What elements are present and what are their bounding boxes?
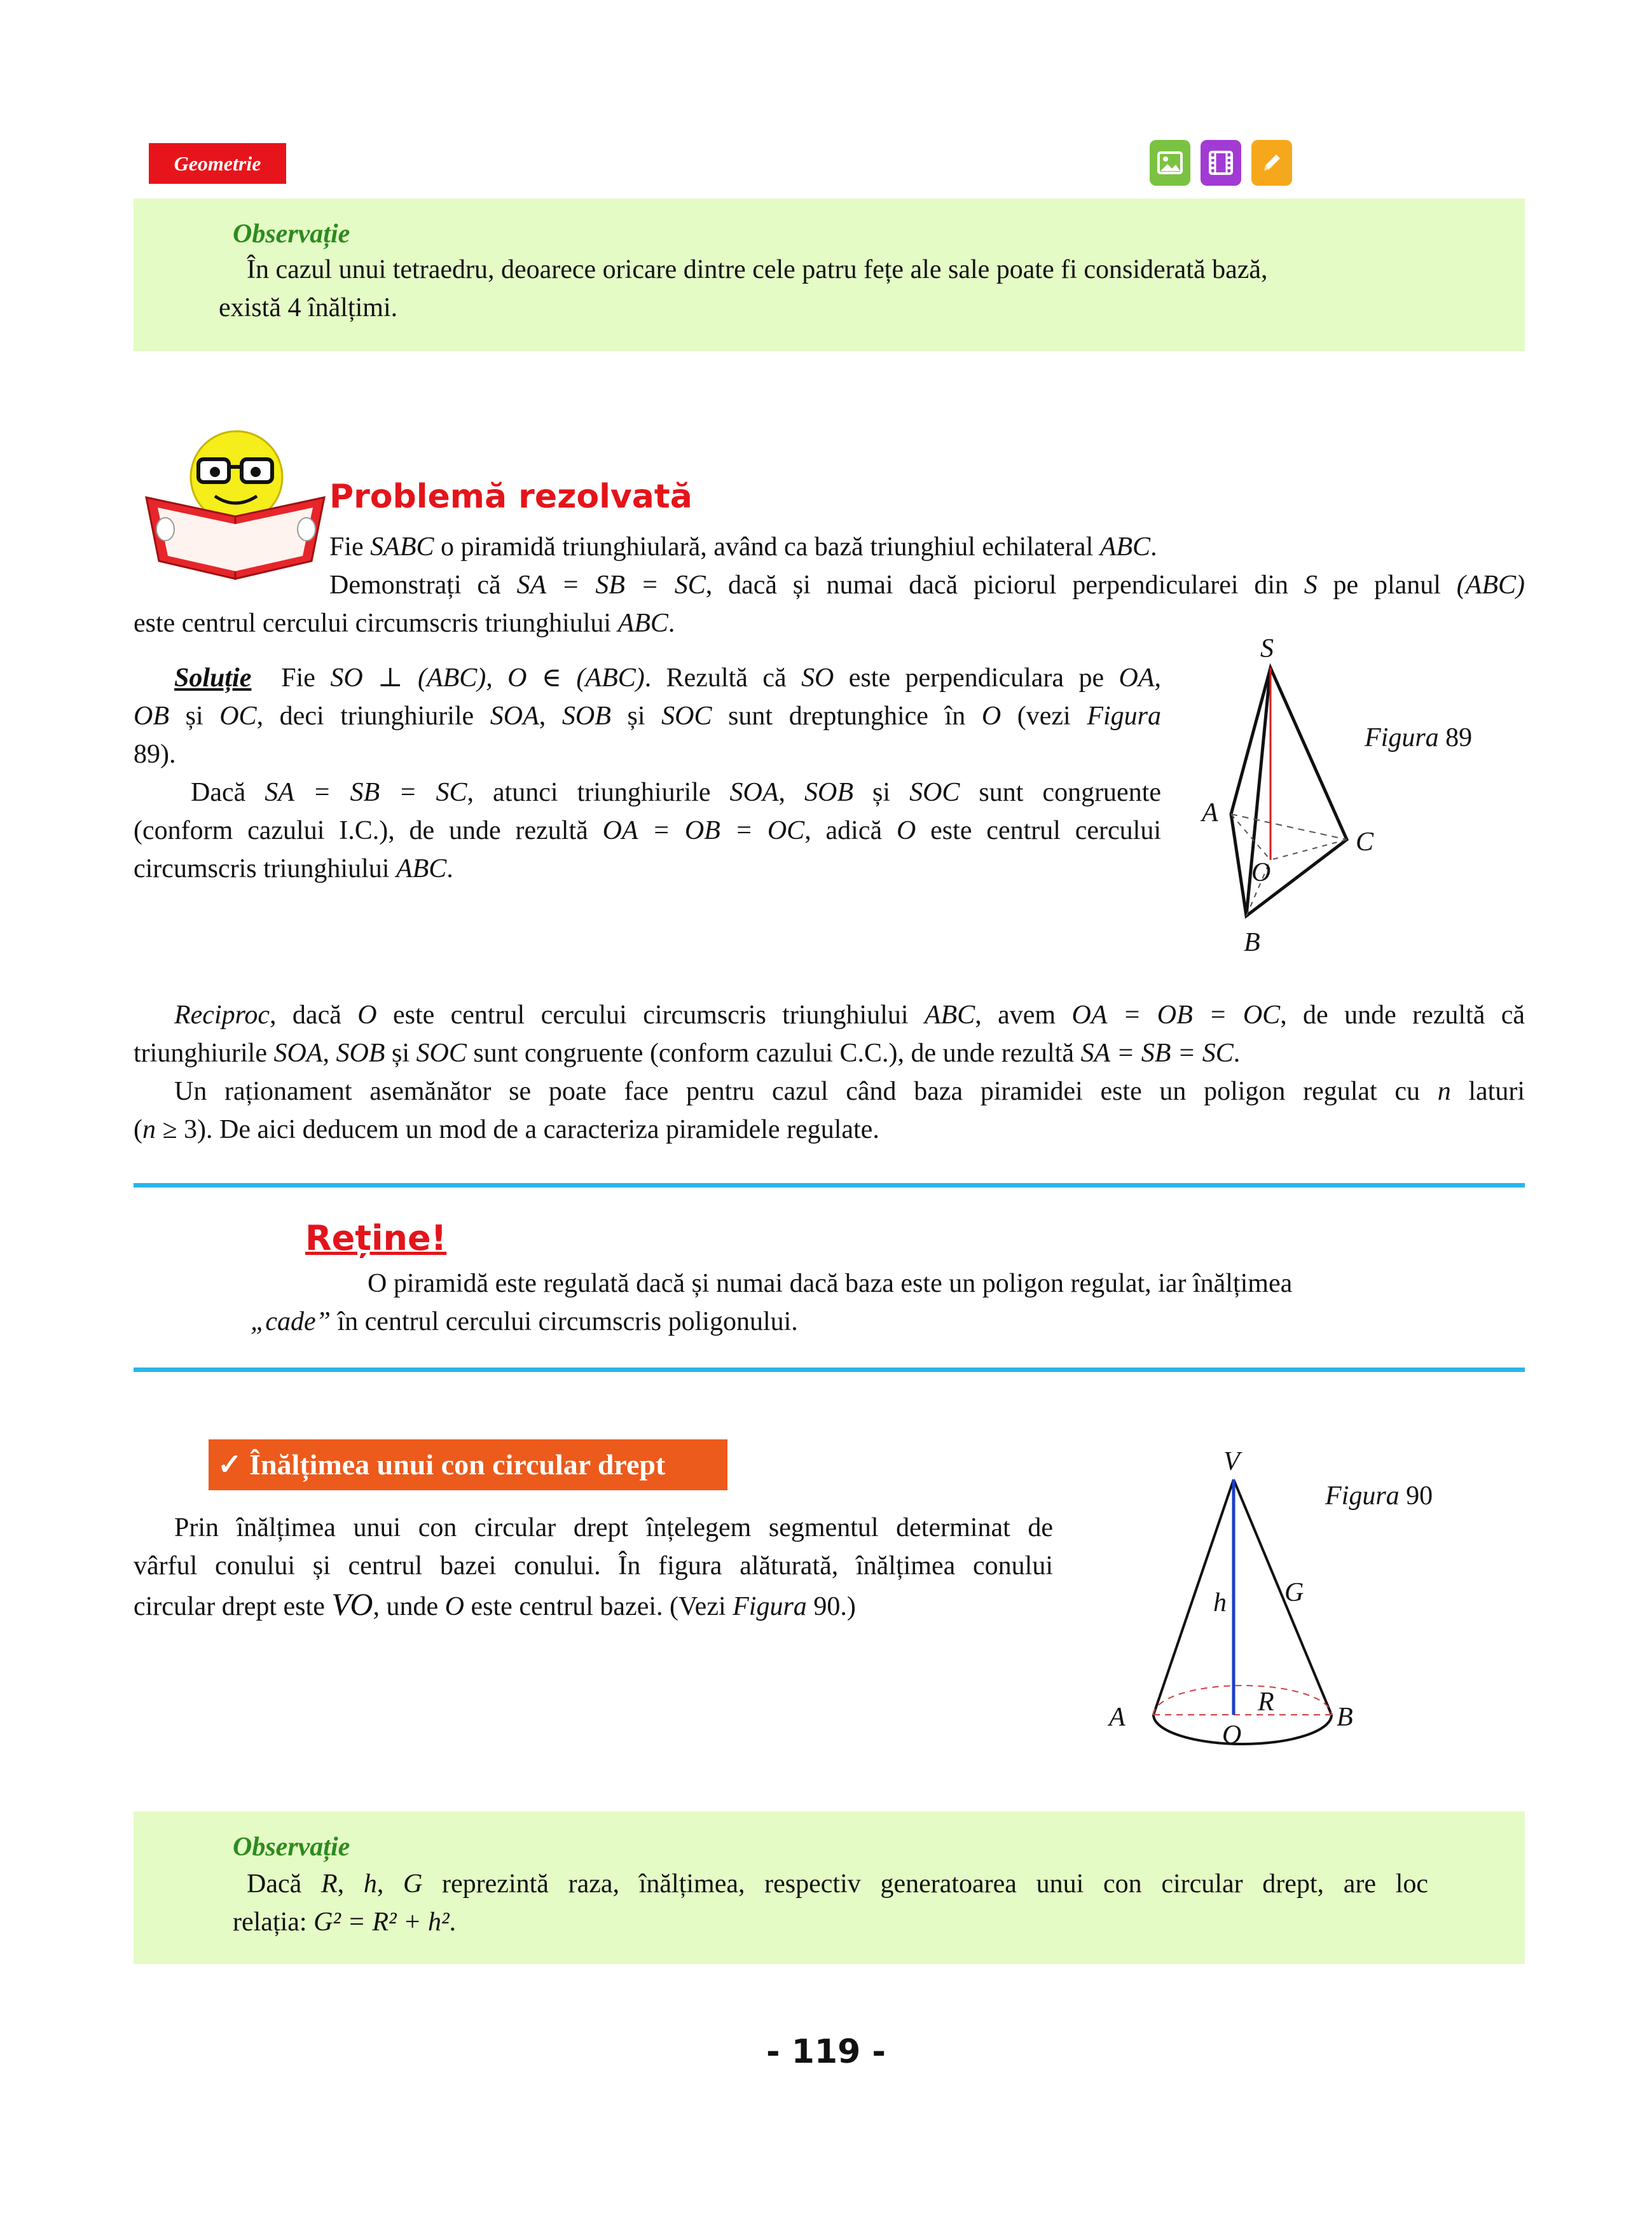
- cone-line: Prin înălțimea unui con circular drept înțelegem segmentul determinat de: [174, 1513, 1053, 1542]
- retine-line: „cade” în centrul cercului circumscris poligonului.: [251, 1307, 798, 1336]
- problem-line: este centrul cercului circumscris triunghiului ABC.: [134, 609, 675, 638]
- observation-line: În cazul unui tetraedru, deoarece oricare dintre cele patru fețe ale sale poate fi considerată bază,: [247, 255, 1268, 284]
- cone-line: vârful conului și centrul bazei conului. În figura alăturată, înălțimea conului: [134, 1551, 1053, 1581]
- retine-title: Reține!: [305, 1218, 447, 1258]
- observation-line: există 4 înălțimi.: [219, 293, 398, 322]
- observation-line: relația: G² = R² + h².: [233, 1908, 457, 1937]
- image-icon[interactable]: [1150, 140, 1190, 186]
- point-label-a: A: [1109, 1703, 1125, 1732]
- cone-base-front: [1153, 1715, 1332, 1744]
- subject-tag: Geometrie: [149, 143, 286, 184]
- divider-bottom: [134, 1368, 1525, 1372]
- point-label-a: A: [1202, 798, 1218, 828]
- cone-base-back: [1153, 1686, 1332, 1715]
- point-label-s: S: [1260, 634, 1274, 663]
- cone-line: circular drept este VO, unde O este centrul bazei. (Vezi Figura 90.): [134, 1586, 856, 1622]
- figure-89-pyramid: [1183, 636, 1513, 967]
- point-label-b: B: [1337, 1703, 1353, 1732]
- figure-90-caption: Figura 90: [1325, 1481, 1433, 1511]
- cone-right-generatrix: [1234, 1479, 1332, 1715]
- page-number: - 119 -: [766, 2033, 886, 2071]
- solution-line: 89).: [134, 740, 176, 769]
- divider-top: [134, 1183, 1525, 1188]
- solution-line: (conform cazului I.C.), de unde rezultă OA = OB = OC, adică O este centrul cercului: [134, 816, 1162, 845]
- reciprocal-line: (n ≥ 3). De aici deducem un mod de a caracteriza piramidele regulate.: [134, 1115, 879, 1144]
- point-label-o: O: [1251, 858, 1271, 887]
- reciprocal-line: Reciproc, dacă O este centrul cercului circumscris triunghiului ABC, avem OA = OB = OC, de unde rezultă că: [174, 1001, 1525, 1030]
- label-h: h: [1213, 1588, 1227, 1617]
- problem-title: Problemă rezolvată: [329, 478, 692, 516]
- solution-label: Soluție: [174, 663, 252, 693]
- reading-mascot-illustration: [140, 427, 331, 586]
- observation-text: [219, 251, 1428, 327]
- solution-line: Dacă SA = SB = SC, atunci triunghiurile SOA, SOB și SOC sunt congruente: [191, 778, 1162, 807]
- film-icon[interactable]: [1201, 140, 1241, 186]
- reciprocal-line: triunghiurile SOA, SOB și SOC sunt congruente (conform cazului C.C.), de unde rezultă SA = SB = SC.: [134, 1039, 1241, 1068]
- retine-line: O piramidă este regulată dacă și numai dacă baza este un poligon regulat, iar înălțimea: [368, 1269, 1293, 1298]
- problem-line: Demonstrați că SA = SB = SC, dacă și numai dacă piciorul perpendicularei din S pe planul (ABC): [329, 571, 1525, 600]
- point-label-c: C: [1356, 828, 1374, 857]
- observation-title: Observație: [233, 1832, 350, 1862]
- label-g: G: [1284, 1578, 1304, 1607]
- observation-title: Observație: [233, 219, 350, 249]
- label-r: R: [1258, 1687, 1274, 1717]
- point-label-o: O: [1222, 1721, 1242, 1750]
- point-label-b: B: [1244, 928, 1260, 957]
- reciprocal-line: Un raționament asemănător se poate face pentru cazul când baza piramidei este un poligon regulat cu n laturi: [174, 1077, 1525, 1106]
- edge-ac-hidden: [1231, 814, 1347, 840]
- solution-line: OB și OC, deci triunghiurile SOA, SOB și SOC sunt dreptunghice în O (vezi Figura: [134, 702, 1161, 731]
- pencil-icon[interactable]: [1251, 140, 1292, 186]
- point-label-v: V: [1223, 1447, 1240, 1476]
- section-heading: ✓ Înălțimea unui con circular drept: [209, 1439, 727, 1490]
- observation-line: Dacă R, h, G reprezintă raza, înălțimea, respectiv generatoarea unui con circular drept, are loc: [247, 1869, 1429, 1899]
- observation-box: [134, 1811, 1525, 1964]
- solution-line: Soluție Fie SO ⊥ (ABC), O ∈ (ABC). Rezultă că SO este perpendiculara pe OA,: [174, 663, 1162, 693]
- figure-89-caption: Figura 89: [1365, 723, 1473, 752]
- observation-box: [134, 198, 1525, 351]
- problem-line: Fie SABC o piramidă triunghiulară, având ca bază triunghiul echilateral ABC.: [329, 532, 1157, 562]
- solution-line: circumscris triunghiului ABC.: [134, 854, 453, 883]
